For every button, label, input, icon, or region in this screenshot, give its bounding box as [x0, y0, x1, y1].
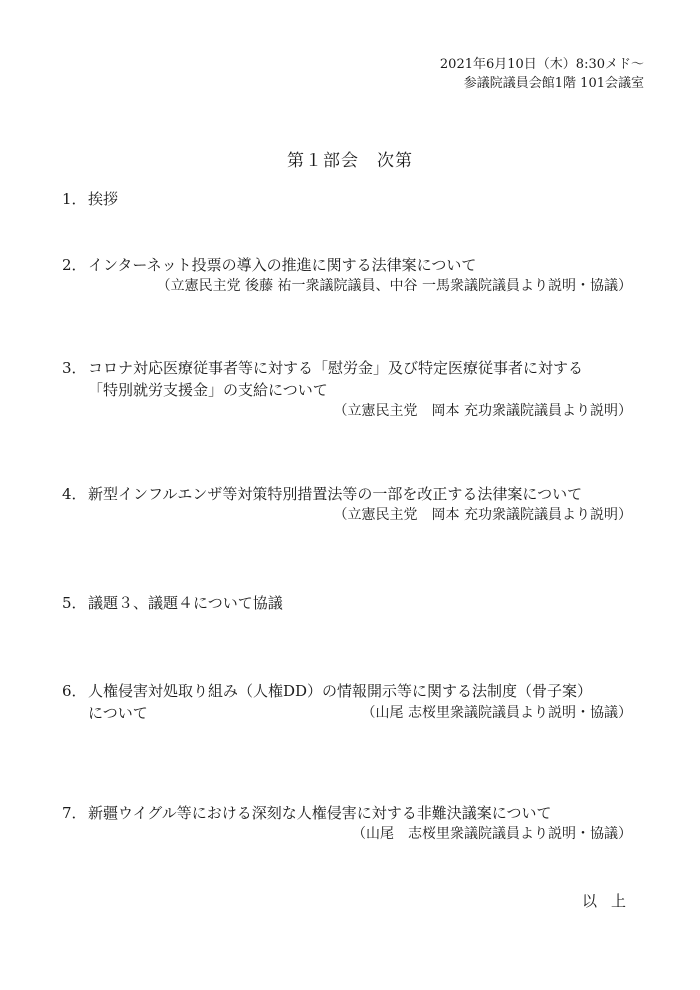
agenda-text: 新型インフルエンザ等対策特別措置法等の一部を改正する法律案について	[88, 485, 583, 503]
agenda-number: 2．	[62, 256, 87, 274]
agenda-continued-row	[62, 702, 642, 724]
agenda-presenter-note: （立憲民主党 岡本 充功衆議院議員より説明）	[333, 507, 632, 523]
agenda-number: 6．	[62, 682, 87, 700]
agenda-item-3	[62, 357, 642, 421]
agenda-number: 3．	[62, 359, 87, 377]
agenda-presenter-note: （立憲民主党 岡本 充功衆議院議員より説明）	[333, 403, 632, 419]
agenda-item-5	[62, 592, 642, 614]
agenda-number: 5．	[62, 594, 87, 612]
agenda-presenter-note: （山尾 志桜里衆議院議員より説明・協議）	[361, 705, 632, 721]
agenda-text: 新疆ウイグル等における深刻な人権侵害に対する非難決議案について	[88, 804, 552, 822]
agenda-presenter-note: （山尾 志桜里衆議院議員より説明・協議）	[352, 826, 632, 842]
agenda-text: インターネット投票の導入の推進に関する法律案について	[88, 256, 477, 274]
agenda-text: 挨拶	[88, 190, 119, 208]
agenda-text-continued: について	[88, 704, 148, 722]
agenda-item-4	[62, 483, 642, 525]
agenda-number: 7．	[62, 804, 87, 822]
agenda-text-continued: 「特別就労支援金」の支給について	[88, 381, 328, 399]
agenda-number: 1．	[62, 190, 87, 208]
meeting-location: 参議院議員会館1階 101会議室	[463, 76, 644, 91]
agenda-item-6	[62, 680, 642, 724]
agenda-presenter-note: （立憲民主党 後藤 祐一衆議院議員、中谷 一馬衆議院議員より説明・協議）	[156, 278, 632, 294]
agenda-text: 人権侵害対処取り組み（人権DD）の情報開示等に関する法制度（骨子案）	[88, 682, 593, 700]
agenda-number: 4．	[62, 485, 87, 503]
closing-mark: 以上	[581, 892, 640, 910]
page-title: 第１部会 次第	[287, 151, 413, 171]
agenda-text: コロナ対応医療従事者等に対する「慰労金」及び特定医療従事者に対する	[88, 359, 584, 377]
agenda-item-1	[62, 188, 642, 210]
agenda-text: 議題３、議題４について協議	[88, 594, 283, 612]
agenda-item-2	[62, 254, 642, 296]
meeting-header	[440, 55, 644, 93]
meeting-date-time: 2021年6月10日（木）8:30メド～	[439, 57, 644, 72]
agenda-item-7	[62, 802, 642, 844]
